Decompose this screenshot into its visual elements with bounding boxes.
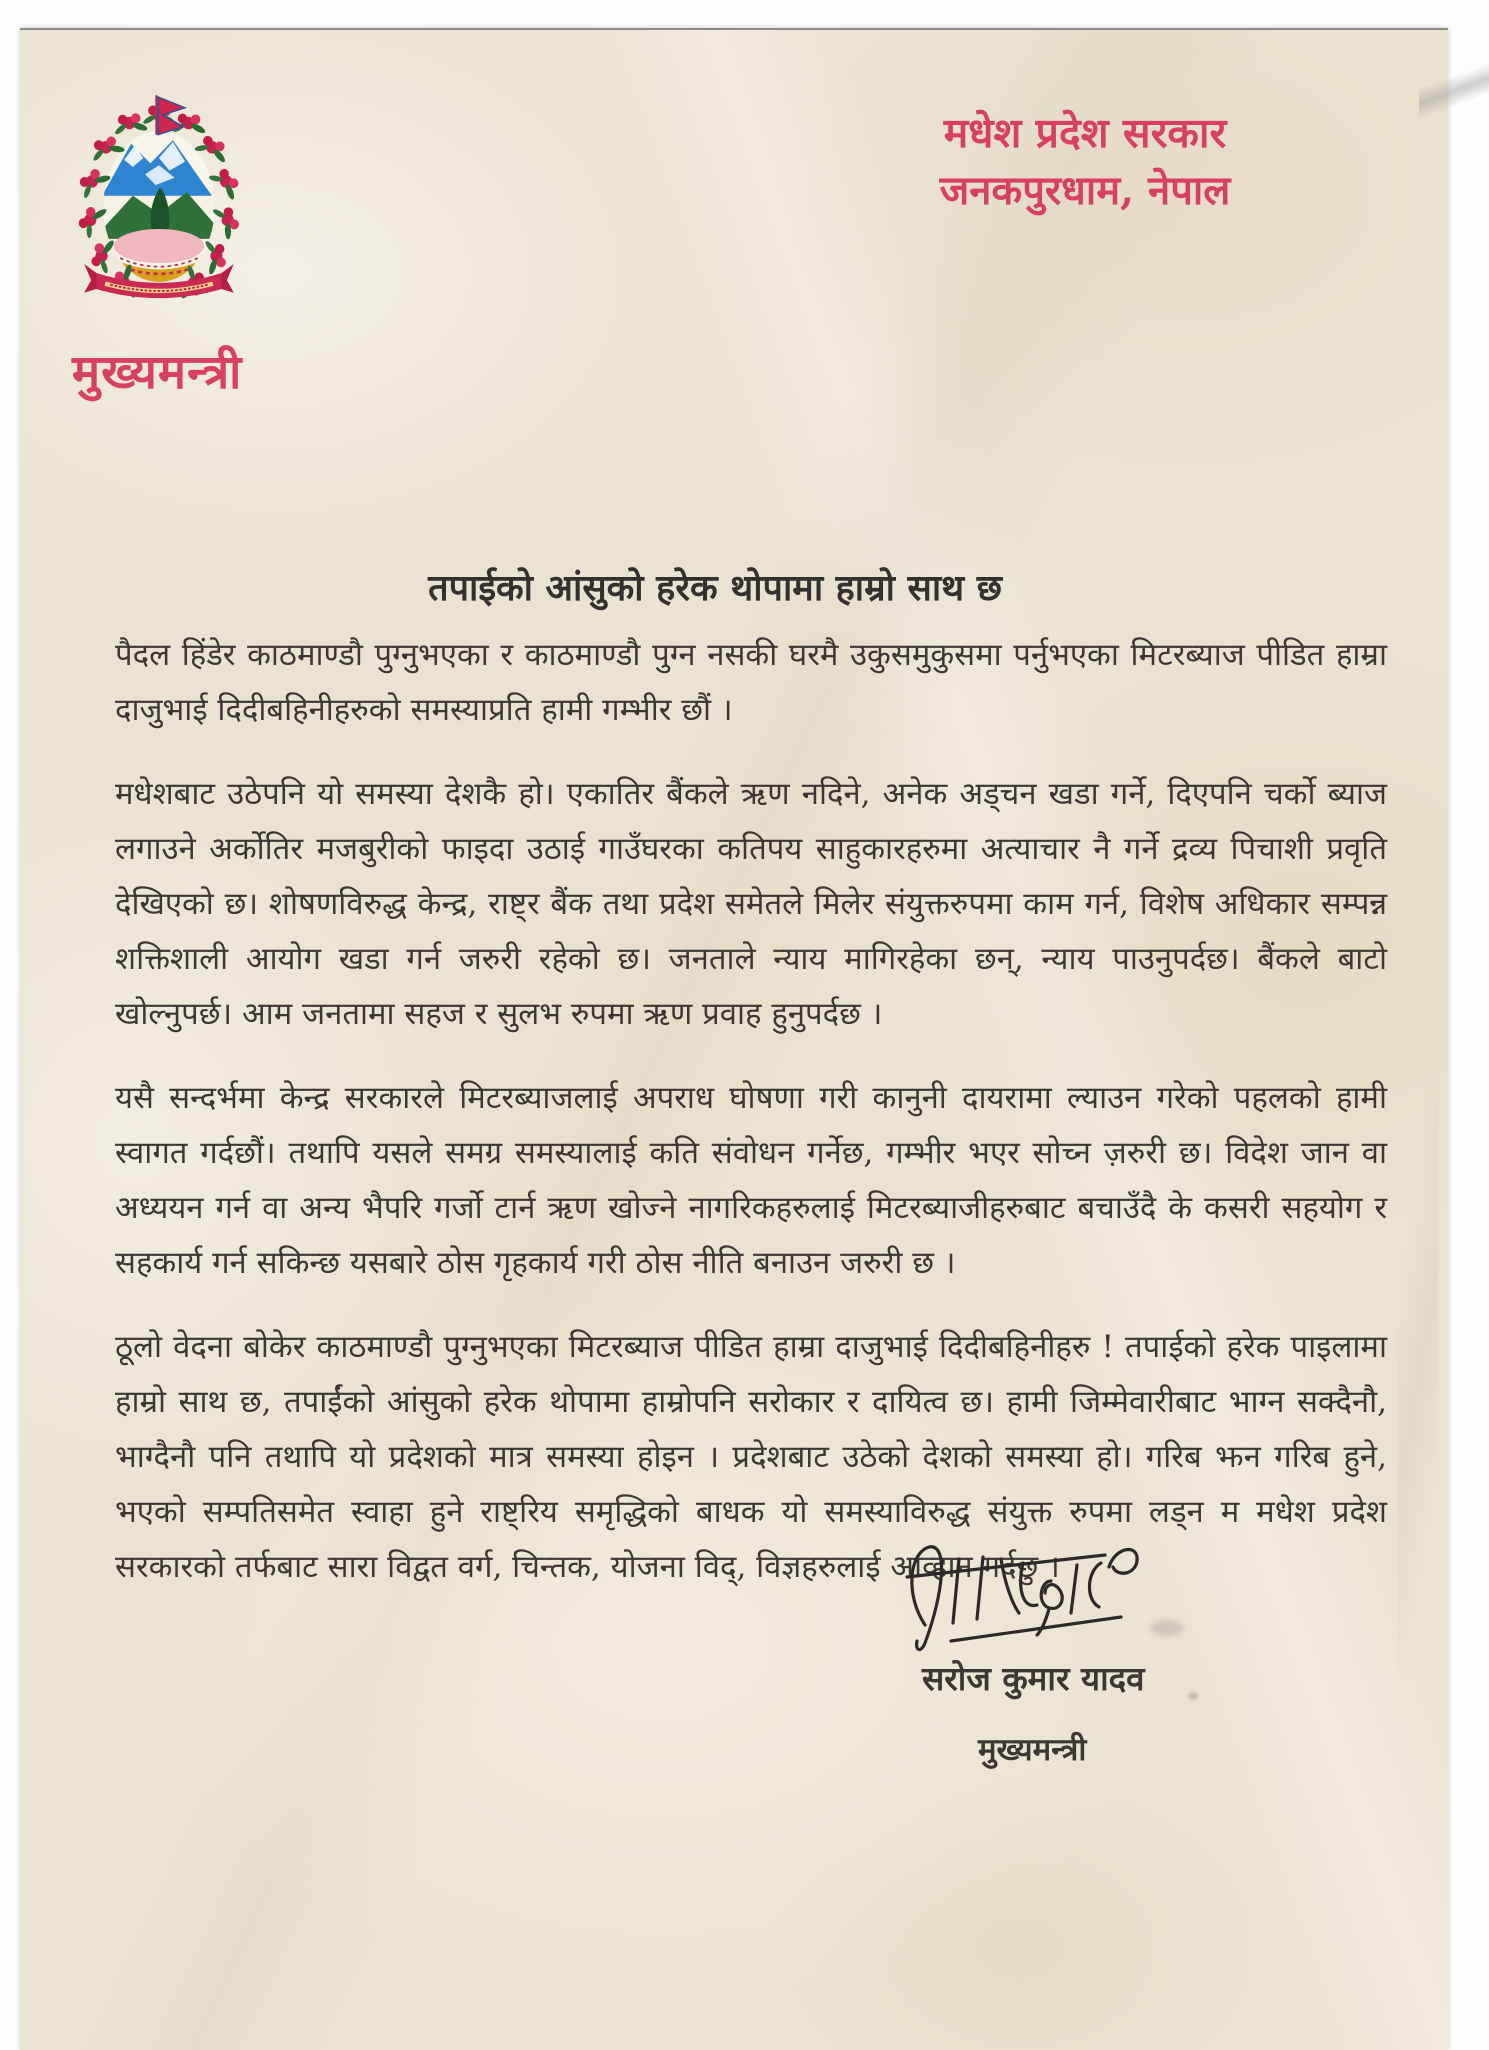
signatory-role: मुख्यमन्त्री: [978, 1732, 1087, 1768]
signatory-name: सरोज कुमार यादव: [922, 1659, 1145, 1698]
nepal-coat-of-arms-emblem: [72, 88, 246, 308]
paper-crease: [1398, 930, 1438, 1830]
paragraph-1: पैदल हिंडेर काठमाण्डौ पुग्नुभएका र काठमाण्डौ पुग्न नसकी घरमै उकुसमुकुसमा पर्नुभएका मिटरब्याज पीडित हाम्रा दाजुभाई दिदीबहिनीहरुको समस्याप्रति हामी गम्भीर छौं ।: [115, 637, 1387, 728]
org-location: जनकपुरधाम, नेपाल: [939, 167, 1231, 214]
letterhead-org: [875, 108, 1295, 216]
emblem-ground: [114, 229, 204, 263]
paragraph-2: मधेशबाट उठेपनि यो समस्या देशकै हो। एकातिर बैंकले ऋण नदिने, अनेक अड्चन खडा गर्ने, दिएपनि चर्को ब्याज लगाउने अर्कोतिर मजबुरीको फाइदा उठाई गाउँघरका कतिपय साहुकारहरुमा अत्याचार नै गर्ने द्रव्य पिचाशी प्रवृति देखिएको छ। शोषणविरुद्ध केन्द्र, राष्ट्र बैंक तथा प्रदेश समेतले मिलेर संयुक्तरुपमा काम गर्न, विशेष अधिकार सम्पन्न शक्तिशाली आयोग खडा गर्न जरुरी रहेको छ। जनताले न्याय मागिरहेका छन्, न्याय पाउनुपर्दछ। बैंकले बाटो खोल्नुपर्छ। आम जनतामा सहज र सुलभ रुपमा ऋण प्रवाह हुनुपर्दछ ।: [115, 776, 1387, 1032]
office-label: मुख्यमन्त्री: [72, 345, 243, 400]
scan-blot: [1150, 1620, 1184, 1636]
letter-body: [115, 628, 1387, 1624]
letterhead-paper: [20, 28, 1448, 2050]
org-name: मधेश प्रदेश सरकार: [943, 109, 1227, 157]
emblem-graphic: [72, 88, 246, 308]
letter-title: तपाईको आंसुको हरेक थोपामा हाम्रो साथ छ: [428, 567, 1002, 609]
handwritten-signature: [895, 1525, 1165, 1665]
scan-shadow: [1419, 18, 1489, 168]
scan-blot: [1188, 1692, 1198, 1700]
paragraph-3: यसै सन्दर्भमा केन्द्र सरकारले मिटरब्याजलाई अपराध घोषणा गरी कानुनी दायरामा ल्याउन गरेको पहलको हामी स्वागत गर्दछौं। तथापि यसले समग्र समस्यालाई कति संवोधन गर्नेछ, गम्भीर भएर सोच्न ज़रुरी छ। विदेश जान वा अध्ययन गर्न वा अन्य भैपरि गर्जो टार्न ऋण खोज्ने नागरिकहरुलाई मिटरब्याजीहरुबाट बचाउँदै के कसरी सहयोग र सहकार्य गर्न सकिन्छ यसबारे ठोस गृहकार्य गरी ठोस नीति बनाउन जरुरी छ ।: [115, 1080, 1387, 1281]
paragraph-4: ठूलो वेदना बोकेर काठमाण्डौ पुग्नुभएका मिटरब्याज पीडित हाम्रा दाजुभाई दिदीबहिनीहरु ! तपाईको हरेक पाइलामा हाम्रो साथ छ, तपाईंको आंसुको हरेक थोपामा हाम्रोपनि सरोकार र दायित्व छ। हामी जिम्मेवारीबाट भाग्न सक्दैनौ, भाग्दैनौ पनि तथापि यो प्रदेशको मात्र समस्या होइन । प्रदेशबाट उठेको देशको समस्या हो। गरिब झन गरिब हुने, भएको सम्पतिसमेत स्वाहा हुने राष्ट्रिय समृद्धिको बाधक यो समस्याविरुद्ध संयुक्त रुपमा लड्न म मधेश प्रदेश सरकारको तर्फबाट सारा विद्वत वर्ग, चिन्तक, योजना विद्, विज्ञहरुलाई आव्हान गर्दछु ।: [115, 1329, 1387, 1585]
